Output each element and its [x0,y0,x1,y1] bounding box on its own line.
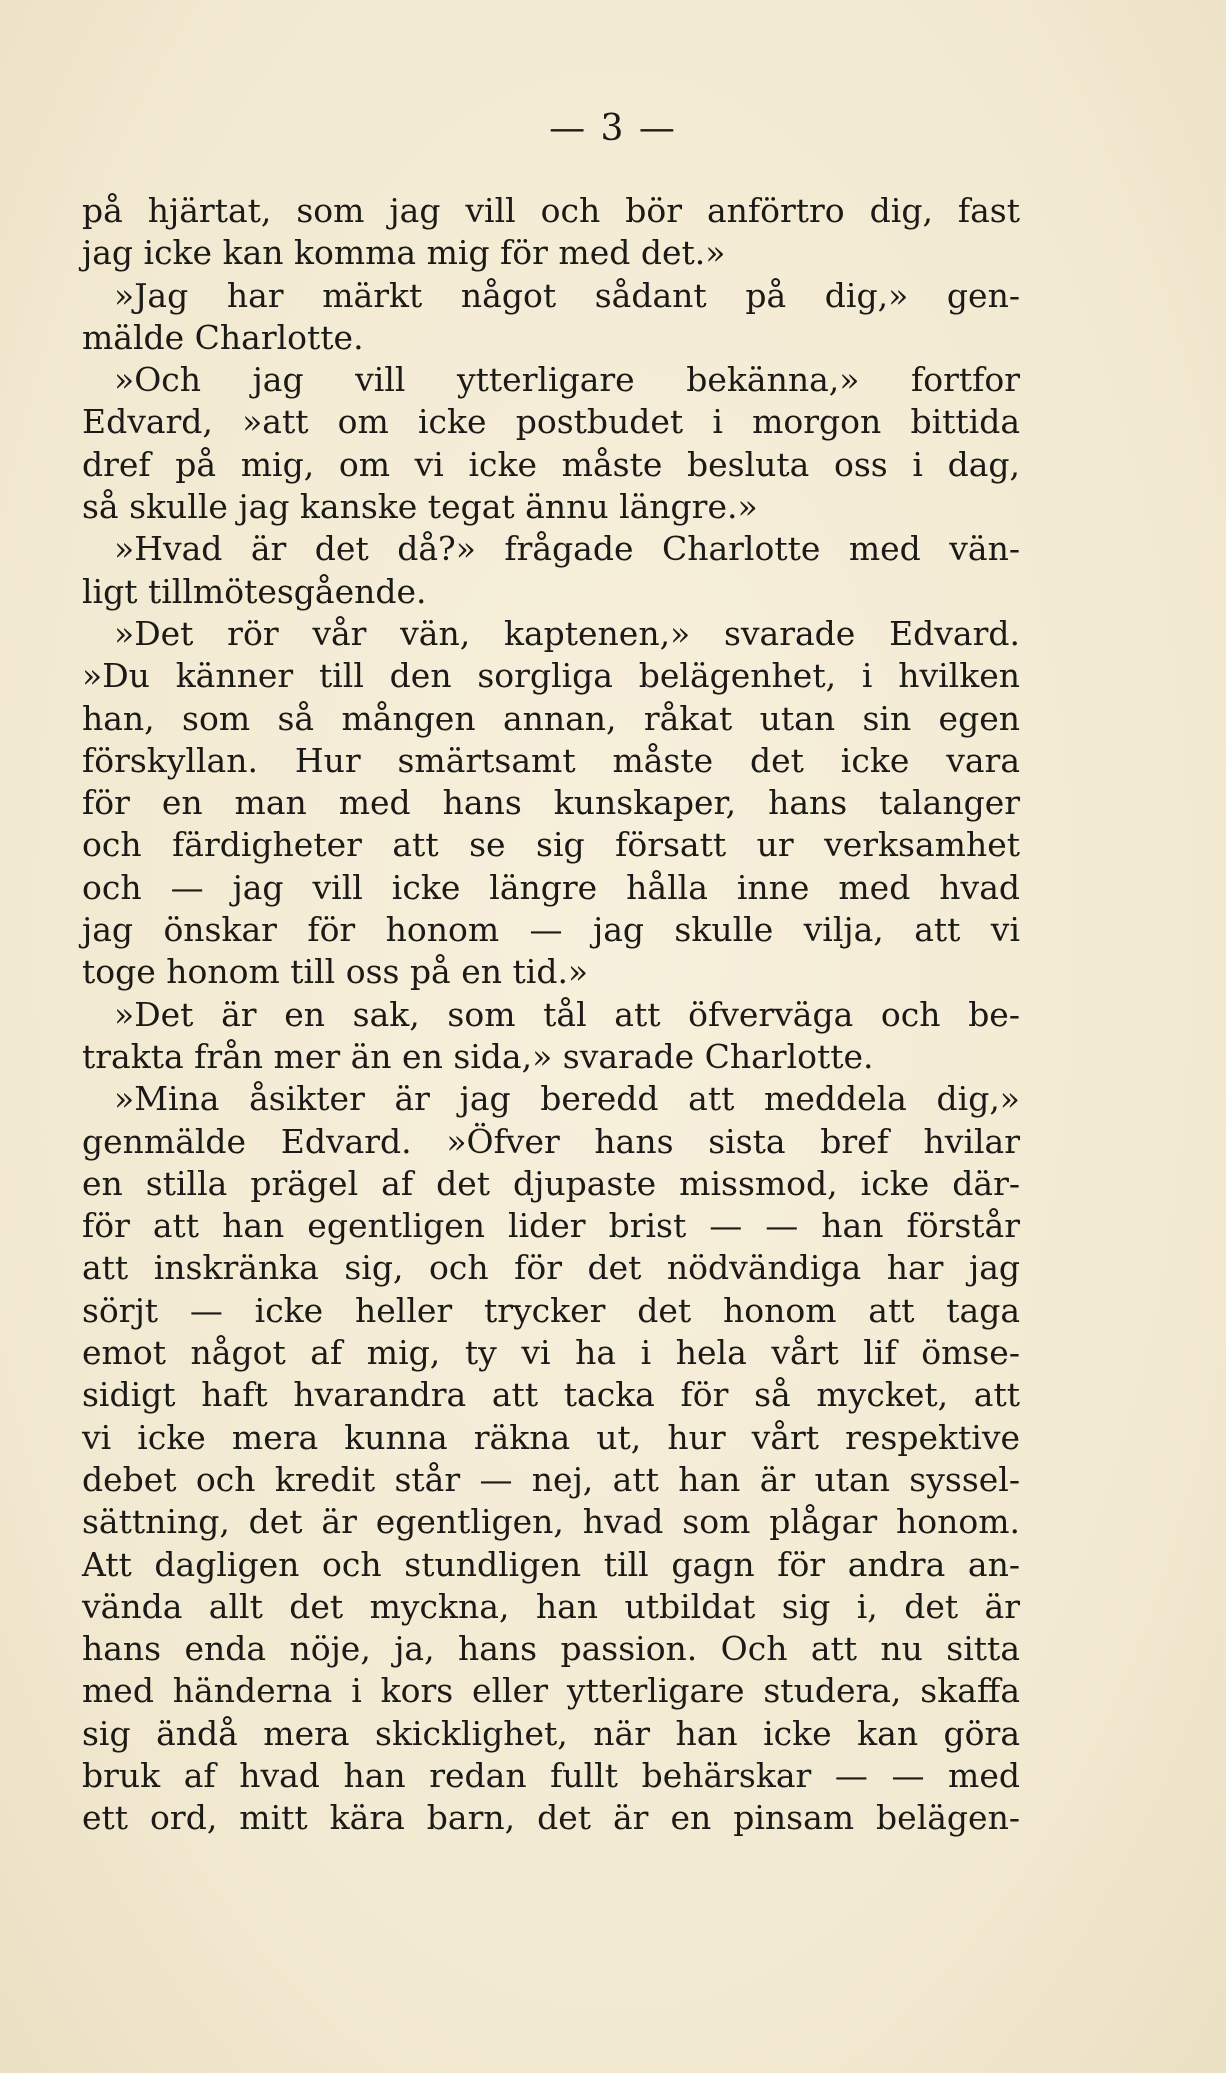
text-line: vända allt det myckna, han utbildat sig i, det är [82,1586,1020,1626]
text-line: sörjt — icke heller trycker det honom att taga [82,1290,1020,1330]
text-line: vi icke mera kunna räkna ut, hur vårt respektive [82,1417,1020,1457]
text-line: »Du känner till den sorgliga belägenhet, i hvilken [82,656,1020,696]
text-line: jag icke kan komma mig för med det.» [82,233,726,273]
text-line: emot något af mig, ty vi ha i hela vårt lif ömse- [82,1333,1020,1373]
text-line: och färdigheter att se sig försatt ur verksamhet [82,825,1020,865]
text-line: »Mina åsikter är jag beredd att meddela dig,» [114,1079,1020,1119]
text-line: och — jag vill icke längre hålla inne med hvad [82,867,1020,907]
text-line: ett ord, mitt kära barn, det är en pinsam belägen- [82,1798,1020,1838]
body-text [82,190,1020,1840]
text-line: Att dagligen och stundligen till gagn för andra an- [82,1544,1020,1584]
text-line: »Hvad är det då?» frågade Charlotte med vän- [114,529,1020,569]
text-line: förskyllan. Hur smärtsamt måste det icke vara [82,740,1020,780]
text-line: att inskränka sig, och för det nödvändiga har jag [82,1248,1020,1288]
text-line: jag önskar för honom — jag skulle vilja, att vi [82,910,1020,950]
page-number: — 3 — [549,108,677,149]
text-line: »Och jag vill ytterligare bekänna,» fortfor [114,360,1020,400]
text-line: »Det är en sak, som tål att öfverväga och be- [114,994,1020,1034]
text-line: mälde Charlotte. [82,317,364,357]
text-line: bruk af hvad han redan fullt behärskar — — med [82,1755,1020,1795]
text-line: en stilla prägel af det djupaste missmod, icke där- [82,1163,1020,1203]
text-line: »Det rör vår vän, kaptenen,» svarade Edvard. [114,613,1020,653]
text-line: »Jag har märkt något sådant på dig,» gen- [114,275,1020,315]
text-line: Edvard, »att om icke postbudet i morgon bittida [82,402,1020,442]
text-line: med händerna i kors eller ytterligare studera, skaffa [82,1671,1020,1711]
text-line: på hjärtat, som jag vill och bör anförtro dig, fast [82,191,1020,230]
text-line: sättning, det är egentligen, hvad som plågar honom. [82,1502,1020,1542]
text-line: trakta från mer än en sida,» svarade Charlotte. [82,1036,874,1076]
text-line: sig ändå mera skicklighet, när han icke kan göra [82,1713,1020,1753]
text-line: så skulle jag kanske tegat ännu längre.» [82,487,758,527]
text-line: sidigt haft hvarandra att tacka för så mycket, att [82,1375,1020,1415]
text-line: för en man med hans kunskaper, hans talanger [82,783,1020,823]
text-line: dref på mig, om vi icke måste besluta oss i dag, [82,444,1020,484]
text-line: han, som så mången annan, råkat utan sin egen [82,698,1020,738]
text-line: hans enda nöje, ja, hans passion. Och att nu sitta [82,1629,1020,1669]
text-line: toge honom till oss på en tid.» [82,952,589,992]
text-line: debet och kredit står — nej, att han är utan syssel- [82,1459,1020,1499]
text-line: ligt tillmötesgående. [82,571,427,611]
text-line: genmälde Edvard. »Öfver hans sista bref hvilar [82,1121,1020,1161]
text-line: för att han egentligen lider brist — — han förstår [82,1206,1020,1246]
